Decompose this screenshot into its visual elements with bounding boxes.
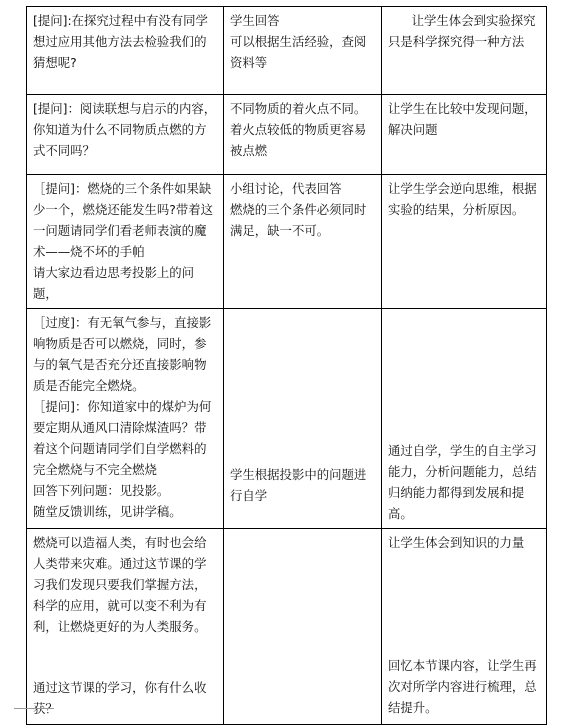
- paragraph: 让学生在比较中发现问题，解决问题: [388, 101, 537, 137]
- paragraph: 让学生学会逆向思维，根据实验的结果，分析原因。: [388, 181, 537, 217]
- paragraph: 让学生体会到知识的力量: [388, 535, 525, 550]
- paragraph: 请大家边看边思考投影上的问题，: [33, 265, 195, 301]
- paragraph: ［提问]：燃烧的三个条件如果缺少一个，燃烧还能发生吗?带着这一问题请同学们看老师表演的魔术——烧不坏的手帕: [33, 181, 214, 259]
- teacher-activity-cell: [27, 309, 224, 529]
- paragraph: 燃烧的三个条件必须同时满足，缺一不可。: [230, 202, 367, 238]
- teacher-activity-cell: [27, 529, 224, 725]
- paragraph: 随堂反馈训练，见讲学稿。: [33, 504, 182, 519]
- teacher-activity-cell: [27, 95, 224, 175]
- design-intent-cell: [382, 7, 547, 95]
- student-activity-cell: [224, 175, 382, 309]
- paragraph: 学生回答: [230, 13, 280, 28]
- paragraph: 回答下列问题：见投影。: [33, 483, 170, 498]
- lesson-plan-table: [26, 6, 547, 725]
- table-row: [27, 529, 547, 725]
- table-row: [27, 7, 547, 95]
- student-activity-cell: [224, 309, 382, 529]
- paragraph: 燃烧可以造福人类，有时也会给人类带来灾难。通过这节课的学习我们发现只要我们掌握方法，科学的应用，就可以变不利为有利，让燃烧更好的为人类服务。: [33, 535, 207, 634]
- paragraph: [提问]:在探究过程中有没有同学想过应用其他方法去检验我们的猜想呢?: [33, 13, 208, 70]
- design-intent-cell: [382, 175, 547, 309]
- paragraph: [提问]：阅读联想与启示的内容，你知道为什么不同物质点燃的方式不同吗？: [33, 101, 217, 158]
- paragraph: 回忆本节课内容，让学生再次对所学内容进行梳理，总结提升。: [388, 658, 537, 715]
- paragraph: 学生根据投影中的问题进行自学: [230, 467, 367, 503]
- teacher-activity-cell: [27, 175, 224, 309]
- student-activity-cell: [224, 7, 382, 95]
- paragraph-spacer: [33, 637, 217, 677]
- paragraph: 让学生体会到实验探究只是科学探究得一种方法: [388, 13, 536, 49]
- table-row: [27, 309, 547, 529]
- student-activity-cell: [224, 529, 382, 725]
- design-intent-cell: [382, 95, 547, 175]
- paragraph: 通过这节课的学习，你有什么收获？: [33, 680, 207, 716]
- design-intent-cell: [382, 529, 547, 725]
- table-row: [27, 95, 547, 175]
- paragraph: 通过自学，学生的自主学习能力，分析问题能力，总结归纳能力都得到发展和提高。: [388, 443, 537, 521]
- student-activity-cell: [224, 95, 382, 175]
- design-intent-cell: [382, 309, 547, 529]
- paragraph: 小组讨论，代表回答: [230, 181, 342, 196]
- paragraph-spacer: [388, 553, 540, 655]
- teacher-activity-cell: [27, 7, 224, 95]
- paragraph: 不同物质的着火点不同。着火点较低的物质更容易被点燃: [230, 101, 367, 158]
- paragraph: 可以根据生活经验，查阅资料等: [230, 34, 367, 70]
- paragraph: ［过度]：有无氧气参与，直接影响物质是否可以燃烧，同时，参与的氧气是否充分还直接影响物质是否能完全燃烧。: [33, 315, 212, 393]
- table-row: [27, 175, 547, 309]
- paragraph: ［提问]：你知道家中的煤炉为何要定期从通风口清除煤渣吗？带着这个问题请同学们自学燃料的完全燃烧与不完全燃烧: [33, 399, 212, 477]
